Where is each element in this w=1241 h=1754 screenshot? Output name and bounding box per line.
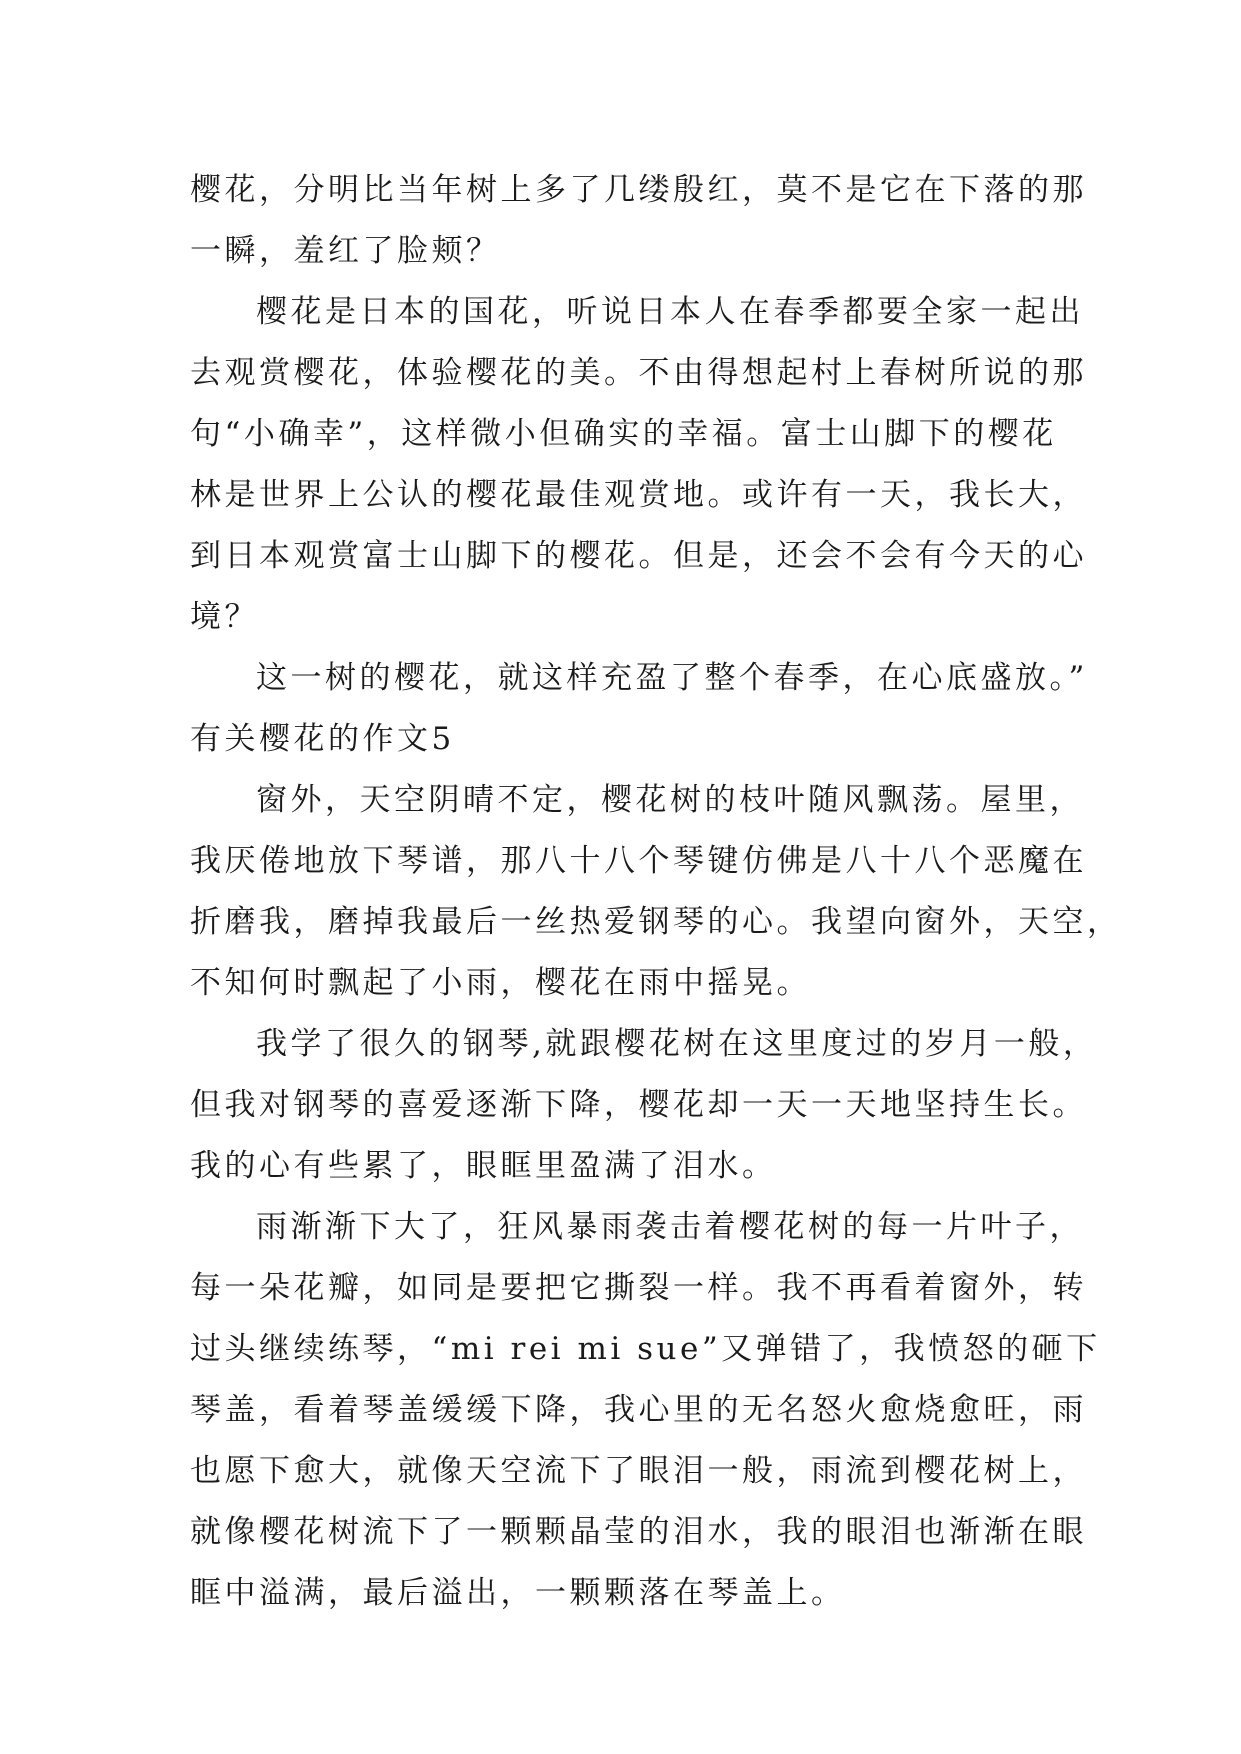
text-line: 也愿下愈大，就像天空流下了眼泪一般，雨流到樱花树上， [190,1453,1087,1489]
text-line: 眶中溢满，最后溢出，一颗颗落在琴盖上。 [190,1575,846,1611]
text-line: 折磨我，磨掉我最后一丝热爱钢琴的心。我望向窗外，天空， [190,904,1122,940]
text-line: 但我对钢琴的喜爱逐渐下降，樱花却一天一天地坚持生长。 [190,1087,1087,1123]
document-body [190,160,1122,1624]
text-line: 就像樱花树流下了一颗颗晶莹的泪水，我的眼泪也渐渐在眼 [190,1514,1087,1550]
text-line: 我学了很久的钢琴,就跟樱花树在这里度过的岁月一般， [256,1026,1098,1062]
text-line: 句“小确幸”，这样微小但确实的幸福。富士山脚下的樱花 [190,416,1057,452]
section-heading: 有关樱花的作文5 [190,721,455,757]
text-line: 这一树的樱花，就这样充盈了整个春季，在心底盛放。” [256,660,1088,696]
text-line: 琴盖，看着琴盖缓缓下降，我心里的无名怒火愈烧愈旺，雨 [190,1392,1087,1428]
document-page [190,160,1122,1624]
text-line: 窗外，天空阴晴不定，樱花树的枝叶随风飘荡。屋里， [256,782,1084,818]
text-line: 过头继续练琴，“mi rei mi sue”又弹错了，我愤怒的砸下 [190,1331,1101,1367]
text-line: 去观赏樱花，体验樱花的美。不由得想起村上春树所说的那 [190,355,1087,391]
text-line: 不知何时飘起了小雨，樱花在雨中摇晃。 [190,965,811,1001]
text-line: 樱花，分明比当年树上多了几缕殷红，莫不是它在下落的那 [190,172,1087,208]
text-line: 樱花是日本的国花，听说日本人在春季都要全家一起出 [256,294,1084,330]
text-line: 每一朵花瓣，如同是要把它撕裂一样。我不再看着窗外，转 [190,1270,1087,1306]
text-line: 境？ [190,599,259,635]
text-line: 到日本观赏富士山脚下的樱花。但是，还会不会有今天的心 [190,538,1087,574]
text-line: 我的心有些累了，眼眶里盈满了泪水。 [190,1148,777,1184]
text-line: 我厌倦地放下琴谱，那八十八个琴键仿佛是八十八个恶魔在 [190,843,1087,879]
text-line: 一瞬，羞红了脸颊？ [190,233,501,269]
text-line: 林是世界上公认的樱花最佳观赏地。或许有一天，我长大， [190,477,1087,513]
text-line: 雨渐渐下大了，狂风暴雨袭击着樱花树的每一片叶子， [256,1209,1084,1245]
